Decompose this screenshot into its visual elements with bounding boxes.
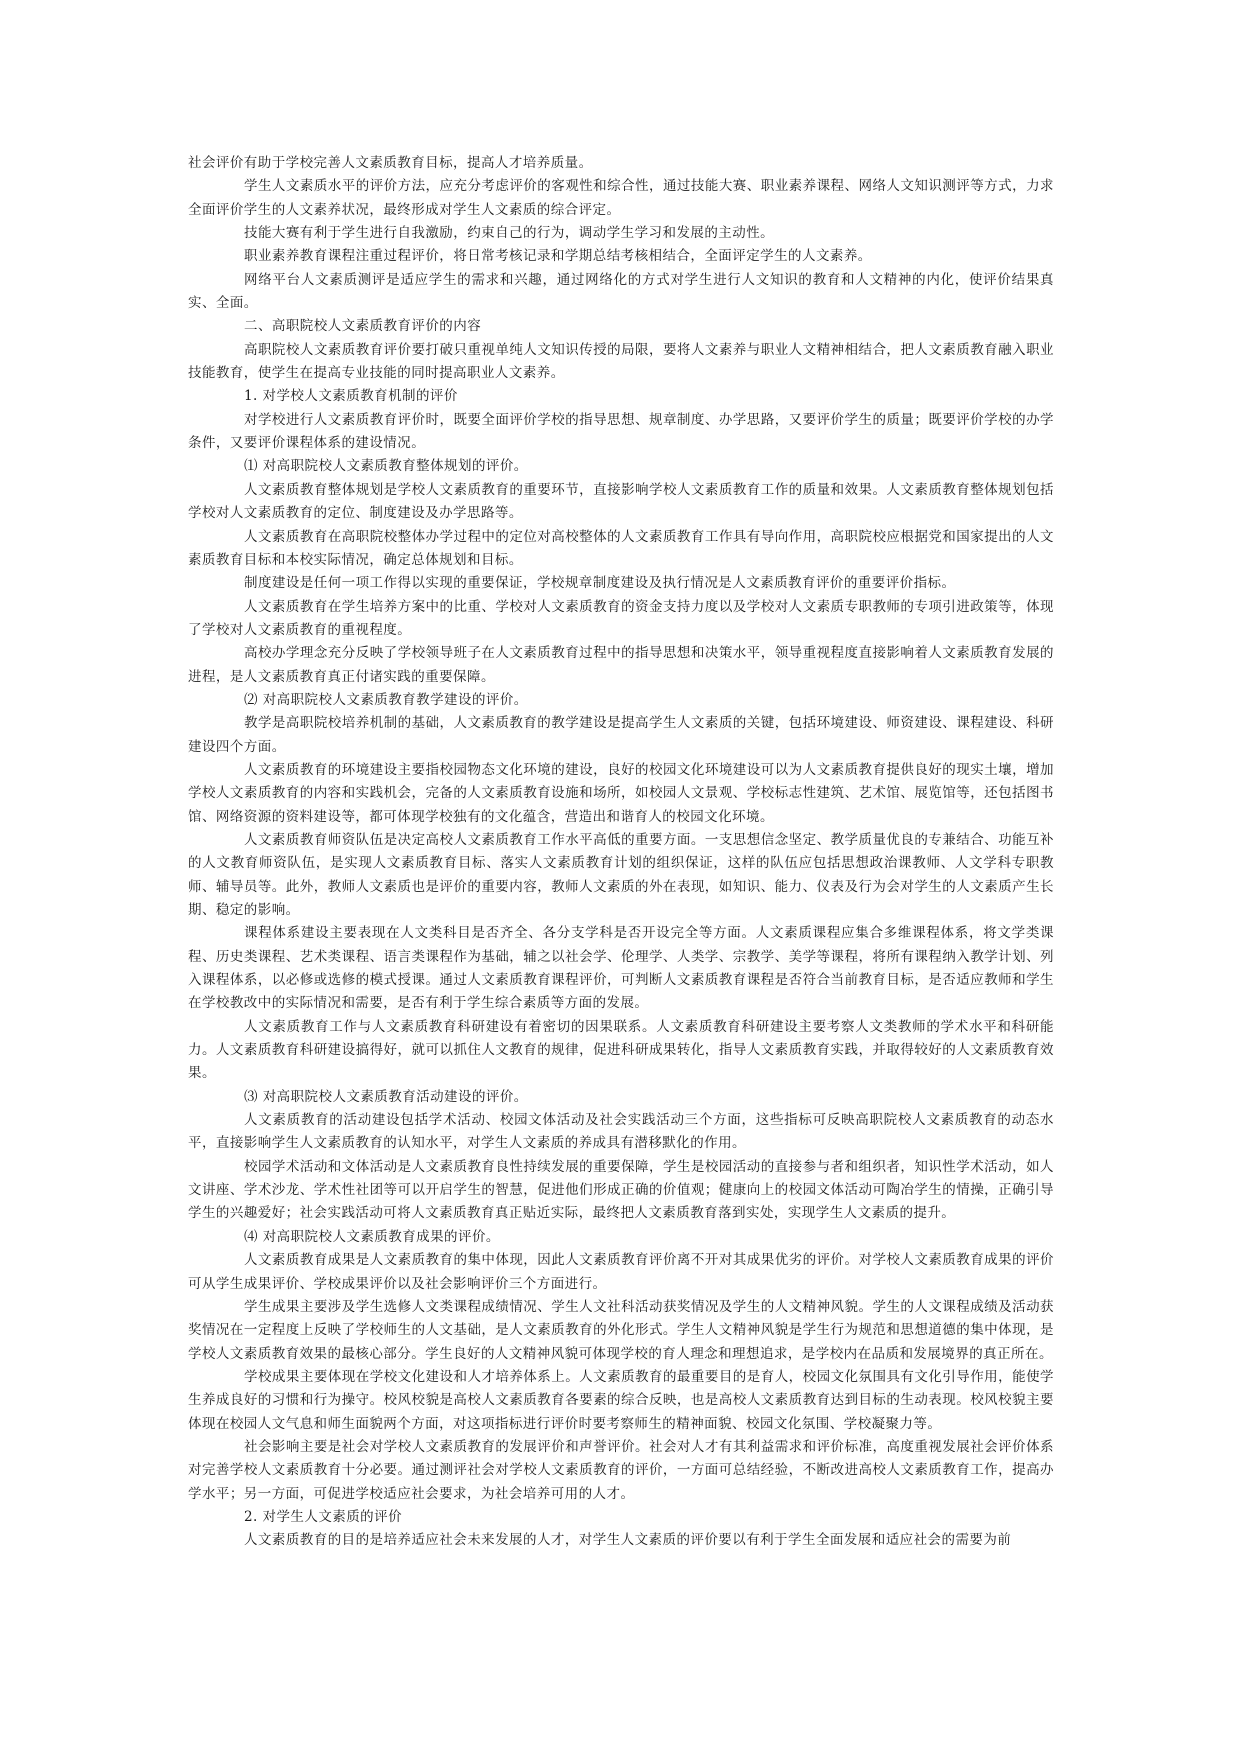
- item-heading: ⑴ 对高职院校人文素质教育整体规划的评价。: [244, 458, 528, 475]
- subsection-heading: 1. 对学校人文素质教育机制的评价: [244, 388, 458, 405]
- paragraph: 网络平台人文素质测评是适应学生的需求和兴趣，通过网络化的方式对学生进行人文知识的教育和人文精神的内化，使评价结果真实、全面。: [188, 271, 1054, 312]
- paragraph: 社会评价有助于学校完善人文素质教育目标，提高人才培养质量。: [188, 155, 593, 171]
- paragraph: 人文素质教育在学生培养方案中的比重、学校对人文素质教育的资金支持力度以及学校对人文素质专职教师的专项引进政策等，体现了学校对人文素质教育的重视程度。: [188, 598, 1054, 638]
- paragraph: 高校办学理念充分反映了学校领导班子在人文素质教育过程中的指导思想和决策水平，领导重视程度直接影响着人文素质教育发展的进程，是人文素质教育真正付诸实践的重要保障。: [188, 645, 1054, 685]
- paragraph: 制度建设是任何一项工作得以实现的重要保证，学校规章制度建设及执行情况是人文素质教育评价的重要评价指标。: [244, 575, 956, 592]
- paragraph: 人文素质教育在高职院校整体办学过程中的定位对高校整体的人文素质教育工作具有导向作用，高职院校应根据党和国家提出的人文素质教育目标和本校实际情况，确定总体规划和目标。: [188, 528, 1054, 568]
- paragraph: 高职院校人文素质教育评价要打破只重视单纯人文知识传授的局限，要将人文素养与职业人文精神相结合，把人文素质教育融入职业技能教育，使学生在提高专业技能的同时提高职业人文素养。: [188, 341, 1054, 382]
- item-heading: ⑷ 对高职院校人文素质教育成果的评价。: [244, 1228, 500, 1245]
- paragraph: 对学校进行人文素质教育评价时，既要全面评价学校的指导思想、规章制度、办学思路，又要评价学生的质量；既要评价学校的办学条件，又要评价课程体系的建设情况。: [188, 411, 1054, 452]
- paragraph: 教学是高职院校培养机制的基础，人文素质教育的教学建设是提高学生人文素质的关键，包括环境建设、师资建设、课程建设、科研建设四个方面。: [188, 715, 1054, 755]
- paragraph: 人文素质教育工作与人文素质教育科研建设有着密切的因果联系。人文素质教育科研建设主要考察人文类教师的学术水平和科研能力。人文素质教育科研建设搞得好，就可以抓住人文教育的规律，促进科研成果转化，指导人文素质教育实践，并取得较好的人文素质教育效果。: [188, 1018, 1054, 1082]
- paragraph: 人文素质教育师资队伍是决定高校人文素质教育工作水平高低的重要方面。一支思想信念坚定、教学质量优良的专兼结合、功能互补的人文教育师资队伍，是实现人文素质教育目标、落实人文素质教育计划的组织保证，这样的队伍应包括思想政治课教师、人文学科专职教师、辅导员等。此外，教师人文素质也是评价的重要内容，教师人文素质的外在表现，如知识、能力、仪表及行为会对学生的人文素质产生长期、稳定的影响。: [188, 831, 1054, 918]
- paragraph: 学生成果主要涉及学生选修人文类课程成绩情况、学生人文社科活动获奖情况及学生的人文精神风貌。学生的人文课程成绩及活动获奖情况在一定程度上反映了学校师生的人文基础，是人文素质教育的外化形式。学生人文精神风貌是学生行为规范和思想道德的集中体现，是学校人文素质教育效果的最核心部分。学生良好的人文精神风貌可体现学校的育人理念和理想追求，是学校内在品质和发展境界的真正所在。: [188, 1298, 1054, 1362]
- paragraph: 校园学术活动和文体活动是人文素质教育良性持续发展的重要保障，学生是校园活动的直接参与者和组织者，知识性学术活动，如人文讲座、学术沙龙、学术性社团等可以开启学生的智慧，促进他们形成正确的价值观；健康向上的校园文体活动可陶冶学生的情操，正确引导学生的兴趣爱好；社会实践活动可将人文素质教育真正贴近实际，最终把人文素质教育落到实处，实现学生人文素质的提升。: [188, 1158, 1054, 1222]
- paragraph: 人文素质教育的目的是培养适应社会未来发展的人才，对学生人文素质的评价要以有利于学生全面发展和适应社会的需要为前: [244, 1532, 1012, 1549]
- section-heading: 二、高职院校人文素质教育评价的内容: [244, 318, 482, 335]
- subsection-heading: 2. 对学生人文素质的评价: [244, 1508, 403, 1525]
- paragraph: 课程体系建设主要表现在人文类科目是否齐全、各分支学科是否开设完全等方面。人文素质课程应集合多维课程体系，将文学类课程、历史类课程、艺术类课程、语言类课程作为基础，辅之以社会学、伦理学、人类学、宗教学、美学等课程，将所有课程纳入教学计划、列入课程体系，以必修或选修的模式授课。通过人文素质教育课程评价，可判断人文素质教育课程是否符合当前教育目标，是否适应教师和学生在学校教改中的实际情况和需要，是否有利于学生综合素质等方面的发展。: [188, 925, 1054, 1012]
- paragraph: 学校成果主要体现在学校文化建设和人才培养体系上。人文素质教育的最重要目的是育人，校园文化氛围具有文化引导作用，能使学生养成良好的习惯和行为操守。校风校貌是高校人文素质教育各要素的综合反映，也是高校人文素质教育达到目标的生动表现。校风校貌主要体现在校园人文气息和师生面貌两个方面，对这项指标进行评价时要考察师生的精神面貌、校园文化氛围、学校凝聚力等。: [188, 1368, 1054, 1432]
- paragraph: 社会影响主要是社会对学校人文素质教育的发展评价和声誉评价。社会对人才有其利益需求和评价标准，高度重视发展社会评价体系对完善学校人文素质教育十分必要。通过测评社会对学校人文素质教育的评价，一方面可总结经验，不断改进高校人文素质教育工作，提高办学水平；另一方面，可促进学校适应社会要求，为社会培养可用的人才。: [188, 1438, 1054, 1502]
- paragraph: 人文素质教育整体规划是学校人文素质教育的重要环节，直接影响学校人文素质教育工作的质量和效果。人文素质教育整体规划包括学校对人文素质教育的定位、制度建设及办学思路等。: [188, 481, 1054, 522]
- paragraph: 人文素质教育的环境建设主要指校园物态文化环境的建设，良好的校园文化环境建设可以为人文素质教育提供良好的现实土壤，增加学校人文素质教育的内容和实践机会，完备的人文素质教育设施和场所，如校园人文景观、学校标志性建筑、艺术馆、展览馆等，还包括图书馆、网络资源的资料建设等，都可体现学校独有的文化蕴含，营造出和谐育人的校园文化环境。: [188, 761, 1054, 825]
- paragraph: 职业素养教育课程注重过程评价，将日常考核记录和学期总结考核相结合，全面评定学生的人文素养。: [244, 248, 872, 265]
- document-page: [188, 152, 1054, 1553]
- paragraph: 人文素质教育的活动建设包括学术活动、校园文体活动及社会实践活动三个方面，这些指标可反映高职院校人文素质教育的动态水平，直接影响学生人文素质教育的认知水平，对学生人文素质的养成具有潜移默化的作用。: [188, 1112, 1054, 1152]
- paragraph: 人文素质教育成果是人文素质教育的集中体现，因此人文素质教育评价离不开对其成果优劣的评价。对学校人文素质教育成果的评价可从学生成果评价、学校成果评价以及社会影响评价三个方面进行。: [188, 1252, 1054, 1292]
- item-heading: ⑵ 对高职院校人文素质教育教学建设的评价。: [244, 691, 528, 708]
- item-heading: ⑶ 对高职院校人文素质教育活动建设的评价。: [244, 1088, 528, 1105]
- paragraph: 学生人文素质水平的评价方法，应充分考虑评价的客观性和综合性，通过技能大赛、职业素养课程、网络人文知识测评等方式，力求全面评价学生的人文素养状况，最终形成对学生人文素质的综合评定。: [188, 178, 1054, 218]
- paragraph: 技能大赛有利于学生进行自我激励，约束自己的行为，调动学生学习和发展的主动性。: [244, 225, 775, 242]
